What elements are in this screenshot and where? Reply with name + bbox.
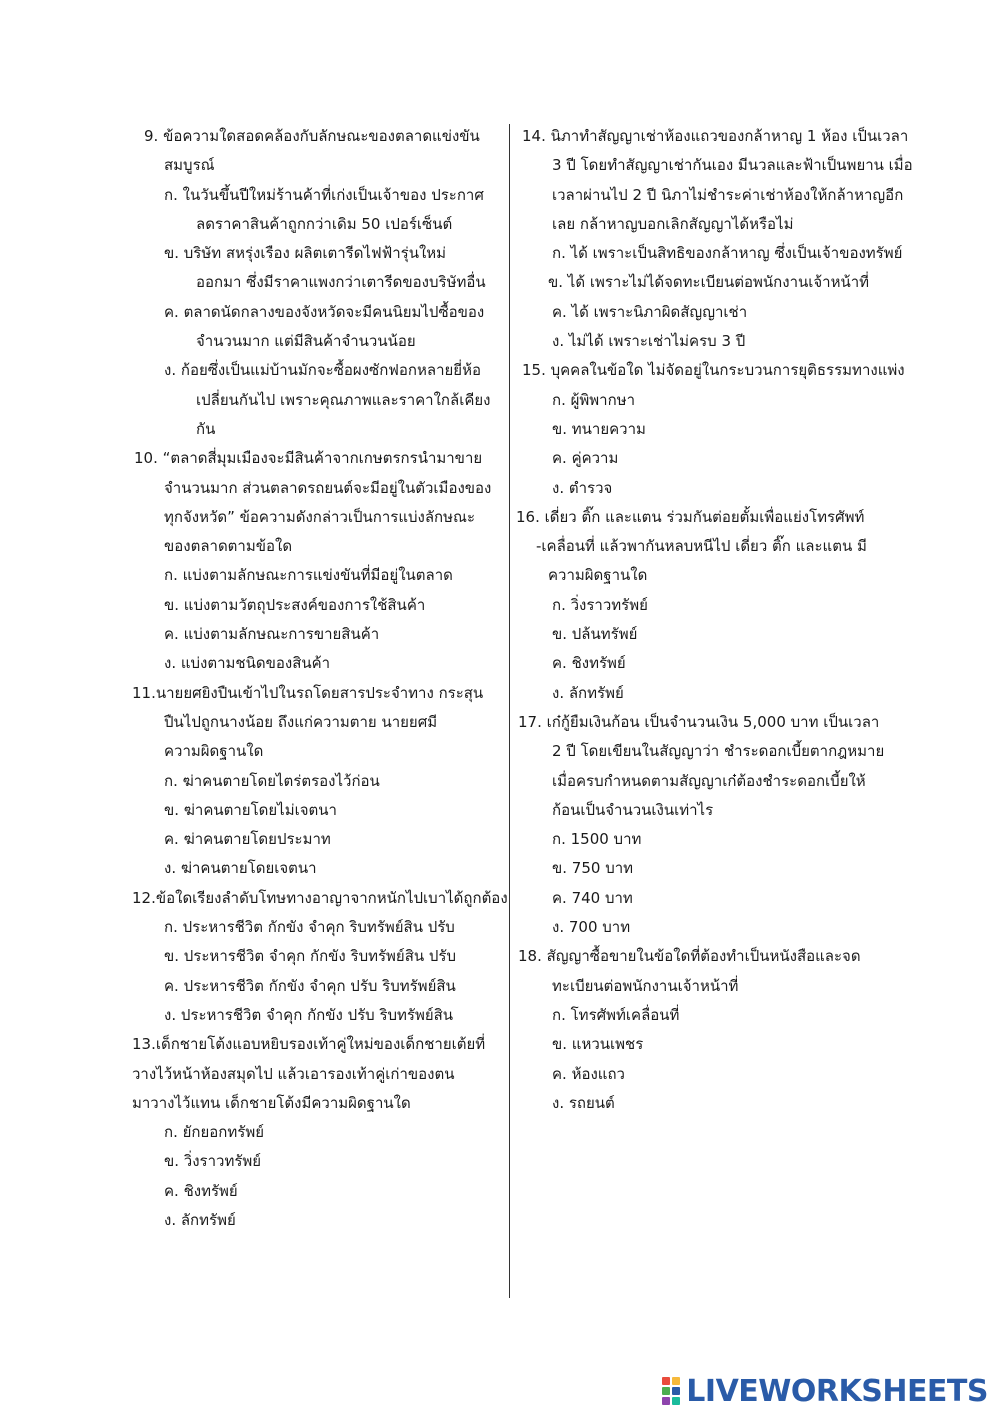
- text-line: ก. 1500 บาท: [552, 830, 642, 849]
- text-line: 10. “ตลาดสี่มุมเมืองจะมีสินค้าจากเกษตรกรนำมาขาย: [134, 449, 483, 468]
- text-line: ค. ได้ เพราะนิภาผิดสัญญาเช่า: [552, 302, 748, 321]
- text-line: ก้อนเป็นจำนวนเงินเท่าไร: [552, 800, 714, 819]
- text-line: ก. โทรศัพท์เคลื่อนที่: [552, 1005, 680, 1024]
- text-line: เมื่อครบกำหนดตามสัญญาเก๋ต้องชำระดอกเบี้ยให้: [552, 771, 866, 790]
- text-line: จำนวนมาก ส่วนตลาดรถยนต์จะมีอยู่ในตัวเมืองของ: [164, 478, 492, 497]
- text-line: กัน: [196, 419, 216, 438]
- text-line: ลดราคาสินค้าถูกกว่าเดิม 50 เปอร์เซ็นต์: [196, 214, 453, 233]
- text-line: ง. รถยนต์: [552, 1093, 615, 1112]
- text-line: ข. แหวนเพชร: [552, 1035, 644, 1054]
- text-line: ข. บริษัท สหรุ่งเรือง ผลิตเตารีดไฟฟ้ารุ่นใหม่: [164, 244, 447, 263]
- text-line: ง. ประหารชีวิต จำคุก กักขัง ปรับ ริบทรัพย์สิน: [164, 1005, 454, 1024]
- text-line: 3 ปี โดยทำสัญญาเช่ากันเอง มีนวลและฟ้าเป็นพยาน เมื่อ: [552, 156, 913, 175]
- logo-block: [662, 1397, 670, 1405]
- logo-block: [672, 1397, 680, 1405]
- text-line: ก. ฆ่าคนตายโดยไตร่ตรองไว้ก่อน: [164, 771, 380, 790]
- text-line: ข. ทนายความ: [552, 419, 646, 438]
- text-line: ทุกจังหวัด” ข้อความดังกล่าวเป็นการแบ่งลักษณะ: [164, 507, 476, 526]
- text-line: ค. ชิงทรัพย์: [164, 1181, 238, 1200]
- text-line: 11.นายยศยิงปืนเข้าไปในรถโดยสารประจำทาง กระสุน: [132, 683, 484, 702]
- text-line: ข. ฆ่าคนตายโดยไม่เจตนา: [164, 800, 337, 819]
- text-line: ข. ประหารชีวิต จำคุก กักขัง ริบทรัพย์สิน ปรับ: [164, 947, 456, 966]
- text-line: ข. แบ่งตามวัตถุประสงค์ของการใช้สินค้า: [164, 595, 426, 614]
- text-line: ความผิดฐานใด: [548, 566, 648, 585]
- text-line: 14. นิภาทำสัญญาเช่าห้องแถวของกล้าหาญ 1 ห้อง เป็นเวลา: [522, 127, 909, 145]
- logo-block: [672, 1387, 680, 1395]
- text-line: 15. บุคคลในข้อใด ไม่จัดอยู่ในกระบวนการยุติธรรมทางแพ่ง: [522, 361, 905, 380]
- text-line: เปลี่ยนกันไป เพราะคุณภาพและราคาใกล้เคียง: [196, 390, 491, 409]
- text-line: เวลาผ่านไป 2 ปี นิภาไม่ชำระค่าเช่าห้องให้กล้าหาญอีก: [552, 185, 904, 204]
- text-line: ง. ฆ่าคนตายโดยเจตนา: [164, 859, 317, 878]
- text-line: ค. ชิงทรัพย์: [552, 654, 626, 673]
- text-line: มาวางไว้แทน เด็กชายโต้งมีความผิดฐานใด: [132, 1093, 411, 1112]
- text-line: ก. วิ่งราวทรัพย์: [552, 595, 648, 614]
- text-line: 9. ข้อความใดสอดคล้องกับลักษณะของตลาดแข่งขัน: [144, 127, 480, 145]
- left-column: [128, 122, 506, 1235]
- text-line: ง. ลักทรัพย์: [552, 683, 624, 702]
- text-line: ข. ได้ เพราะไม่ได้จดทะเบียนต่อพนักงานเจ้าหน้าที่: [548, 273, 870, 292]
- logo-block: [662, 1387, 670, 1395]
- text-line: ปืนไปถูกนางน้อย ถึงแก่ความตาย นายยศมี: [164, 712, 438, 731]
- text-line: ก. แบ่งตามลักษณะการแข่งขันที่มีอยู่ในตลาด: [164, 566, 453, 585]
- text-line: ออกมา ซึ่งมีราคาแพงกว่าเตารีดของบริษัทอื่น: [196, 273, 486, 292]
- text-line: ข. ปล้นทรัพย์: [552, 625, 638, 644]
- text-line: ง. ลักทรัพย์: [164, 1210, 236, 1229]
- text-line: ค. คู่ความ: [552, 449, 619, 468]
- text-line: ความผิดฐานใด: [164, 742, 264, 761]
- text-line: 16. เดี่ยว ติ๊ก และแตน ร่วมกันต่อยตั้มเพื่อแย่งโทรศัพท์: [516, 507, 865, 526]
- text-line: -เคลื่อนที่ แล้วพากันหลบหนีไป เดี่ยว ติ๊ก และแตน มี: [536, 537, 867, 556]
- text-line: สมบูรณ์: [164, 156, 215, 175]
- text-line: ค. ประหารชีวิต กักขัง จำคุก ปรับ ริบทรัพย์สิน: [164, 976, 456, 995]
- text-line: ง. ก้อยซึ่งเป็นแม่บ้านมักจะซื้อผงซักฟอกหลายยี่ห้อ: [164, 361, 481, 380]
- text-line: วางไว้หน้าห้องสมุดไป แล้วเอารองเท้าคู่เก่าของตน: [132, 1064, 455, 1083]
- text-line: ค. ตลาดนัดกลางของจังหวัดจะมีคนนิยมไปซื้อของ: [164, 302, 485, 321]
- text-line: ก. ยักยอกทรัพย์: [164, 1123, 264, 1142]
- text-line: เลย กล้าหาญบอกเลิกสัญญาได้หรือไม่: [552, 214, 794, 233]
- logo-block: [672, 1377, 680, 1385]
- text-line: 17. เก๋กู้ยืมเงินก้อน เป็นจำนวนเงิน 5,000 บาท เป็นเวลา: [518, 712, 880, 731]
- text-line: ง. ไม่ได้ เพราะเช่าไม่ครบ 3 ปี: [552, 332, 746, 351]
- text-line: ข. 750 บาท: [552, 859, 634, 878]
- text-line: ค. แบ่งตามลักษณะการขายสินค้า: [164, 625, 380, 644]
- text-line: ก. ผู้พิพากษา: [552, 390, 635, 409]
- text-line: 18. สัญญาซื้อขายในข้อใดที่ต้องทำเป็นหนังสือและจด: [518, 947, 861, 966]
- text-line: ก. ในวันขึ้นปีใหม่ร้านค้าที่เก่งเป็นเจ้าของ ประกาศ: [164, 185, 484, 204]
- text-line: จำนวนมาก แต่มีสินค้าจำนวนน้อย: [196, 332, 416, 351]
- text-line: ง. แบ่งตามชนิดของสินค้า: [164, 654, 331, 673]
- liveworksheets-logo: [662, 1374, 988, 1408]
- logo-block: [662, 1377, 670, 1385]
- text-line: 12.ข้อใดเรียงลำดับโทษทางอาญาจากหนักไปเบาได้ถูกต้อง: [132, 888, 508, 907]
- text-line: ค. 740 บาท: [552, 888, 633, 907]
- text-line: 13.เด็กชายโต้งแอบหยิบรองเท้าคู่ใหม่ของเด็กชายเต้ยที่: [132, 1035, 486, 1054]
- column-divider: [509, 124, 510, 1298]
- text-line: ง. 700 บาท: [552, 918, 631, 937]
- text-line: ข. วิ่งราวทรัพย์: [164, 1152, 262, 1171]
- text-line: ง. ตำรวจ: [552, 478, 613, 497]
- logo-icon: [662, 1377, 680, 1405]
- text-line: ของตลาดตามข้อใด: [164, 537, 293, 556]
- text-line: ก. ได้ เพราะเป็นสิทธิของกล้าหาญ ซึ่งเป็นเจ้าของทรัพย์: [552, 244, 903, 263]
- right-column: [516, 122, 926, 1118]
- text-line: ทะเบียนต่อพนักงานเจ้าหน้าที่: [552, 976, 739, 995]
- text-line: ค. ฆ่าคนตายโดยประมาท: [164, 830, 331, 849]
- brand-text: LIVEWORKSHEETS: [686, 1373, 988, 1409]
- text-line: ก. ประหารชีวิต กักขัง จำคุก ริบทรัพย์สิน ปรับ: [164, 918, 455, 937]
- text-line: ค. ห้องแถว: [552, 1064, 625, 1083]
- text-line: 2 ปี โดยเขียนในสัญญาว่า ชำระดอกเบี้ยตากฎหมาย: [552, 742, 885, 761]
